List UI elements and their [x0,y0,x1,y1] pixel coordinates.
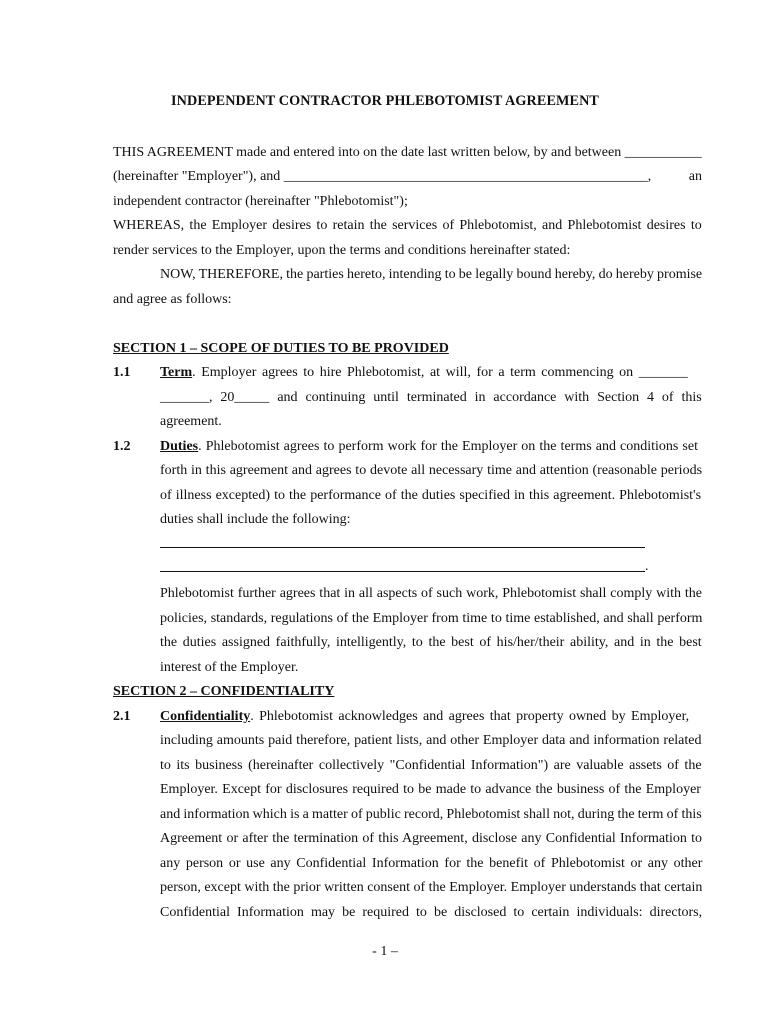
clause-2-1-line-9: Confidential Information may be required to be disclosed to certain individuals: directors, [160,905,703,920]
section-2-heading: SECTION 2 – CONFIDENTIALITY [113,684,335,699]
clause-1-1-number: 1.1 [113,365,131,380]
clause-2-1-line-6: Agreement or after the termination of this Agreement, disclose any Confidential Information to [160,831,703,846]
duties-blank-period: . [645,559,649,574]
clause-2-1-line-3: to its business (hereinafter collectively "Confidential Information") are valuable assets of the [160,758,702,773]
clause-2-1-line-4: Employer. Except for disclosures required to be made to advance the business of the Employer [160,782,701,797]
clause-1-1-line-3: agreement. [160,414,222,429]
intro-line-2b: an [688,169,702,184]
clause-2-1-line-1 [160,708,689,726]
page-number: - 1 – [372,944,398,959]
clause-1-2-term: Duties [160,439,199,454]
intro-line-2a: (hereinafter "Employer"), and ____________________________________________________, [113,169,652,184]
clause-2-1-number: 2.1 [113,709,131,724]
duties-paragraph-line-1: Phlebotomist further agrees that in all aspects of such work, Phlebotomist shall comply with the [160,586,702,601]
intro-line-7: and agree as follows: [113,292,232,307]
intro-line-6: NOW, THEREFORE, the parties hereto, intending to be legally bound hereby, do hereby promise [160,267,703,282]
clause-1-1-text: . Employer agrees to hire Phlebotomist, at will, for a term commencing on _______ [192,365,688,380]
document-title: INDEPENDENT CONTRACTOR PHLEBOTOMIST AGREEMENT [171,93,599,109]
clause-1-1-term: Term [160,365,193,380]
section-1-heading: SECTION 1 – SCOPE OF DUTIES TO BE PROVIDED [113,341,449,356]
duties-paragraph-line-2: policies, standards, regulations of the Employer from time to time established, and shall perform [160,611,703,626]
clause-1-1-line-2: _______, 20_____ and continuing until terminated in accordance with Section 4 of this [160,390,702,405]
clause-2-1-text: . Phlebotomist acknowledges and agrees that property owned by Employer, [250,709,690,724]
clause-1-1-line-1 [160,364,688,382]
clause-2-1-term: Confidentiality [160,709,251,724]
intro-line-5: render services to the Employer, upon the terms and conditions hereinafter stated: [113,243,571,258]
intro-line-3: independent contractor (hereinafter "Phlebotomist"); [113,194,408,209]
clause-1-2-line-2: forth in this agreement and agrees to devote all necessary time and attention (reasonable periods [160,463,703,478]
clause-2-1-line-8: person, except with the prior written consent of the Employer. Employer understands that certain [160,880,703,895]
clause-1-2-line-4: duties shall include the following: [160,512,351,527]
clause-1-2-line-1 [160,438,698,456]
clause-1-2-text: . Phlebotomist agrees to perform work for the Employer on the terms and conditions set [198,439,698,454]
duties-paragraph-line-3: the duties assigned faithfully, intelligently, to the best of his/her/their ability, and in the best [160,635,702,650]
clause-2-1-line-7: any person or use any Confidential Information for the benefit of Phlebotomist or any other [160,856,703,871]
clause-2-1-line-5: and information which is a matter of public record, Phlebotomist shall not, during the term of this [160,807,702,822]
duties-blank-line-1[interactable] [160,547,645,548]
clause-1-2-number: 1.2 [113,439,131,454]
intro-line-4: WHEREAS, the Employer desires to retain the services of Phlebotomist, and Phlebotomist desires to [113,218,702,233]
clause-1-2-line-3: of illness excepted) to the performance of the duties specified in this agreement. Phlebotomist's [160,488,702,503]
clause-2-1-line-2: including amounts paid therefore, patient lists, and other Employer data and information related [160,733,702,748]
duties-blank-line-2[interactable] [160,571,645,572]
duties-paragraph-line-4: interest of the Employer. [160,660,299,675]
intro-line-2 [113,168,702,186]
intro-line-1: THIS AGREEMENT made and entered into on the date last written below, by and between ___________ [113,145,702,160]
